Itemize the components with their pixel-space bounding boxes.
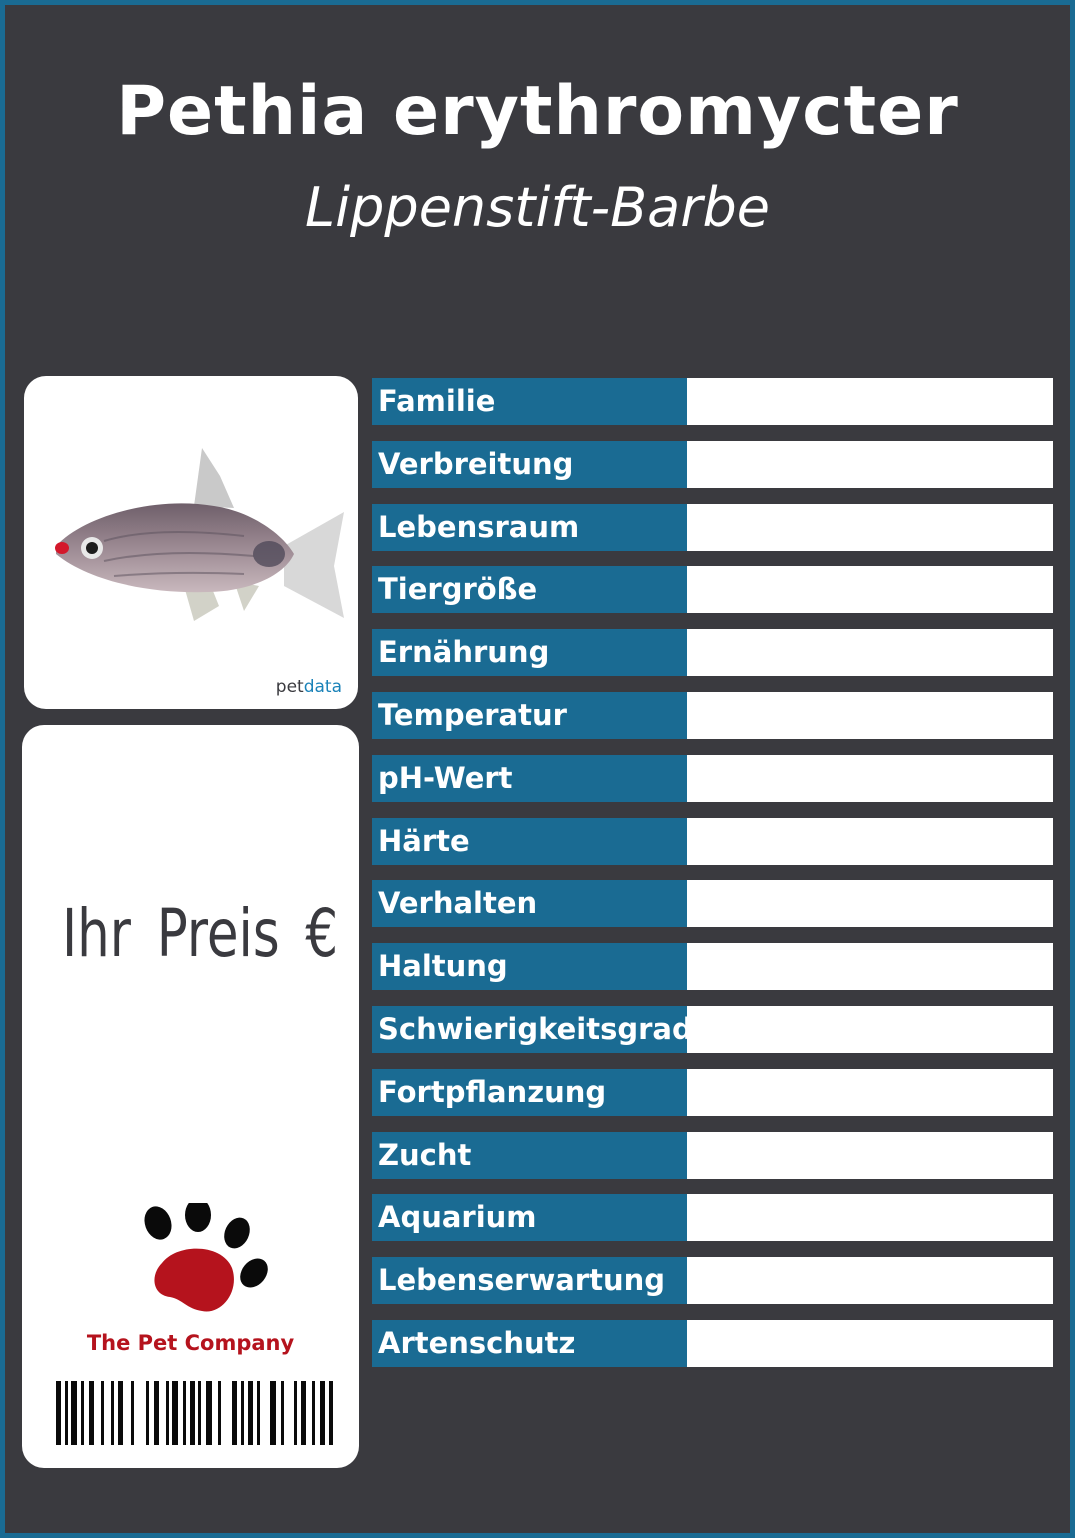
attribute-value <box>687 1069 1053 1116</box>
attribute-value <box>687 818 1053 865</box>
attribute-row <box>372 1194 1053 1241</box>
attribute-row <box>372 1006 1053 1053</box>
attribute-value <box>687 1257 1053 1304</box>
attribute-value <box>687 755 1053 802</box>
scientific-name: Pethia erythromycter <box>116 72 959 151</box>
attribute-value <box>687 692 1053 739</box>
attribute-label: Lebenserwartung <box>372 1257 687 1304</box>
attribute-row <box>372 943 1053 990</box>
attribute-value <box>687 1006 1053 1053</box>
attribute-label: Zucht <box>372 1132 687 1179</box>
attribute-label: Artenschutz <box>372 1320 687 1367</box>
attribute-row <box>372 755 1053 802</box>
price-label: Ihr Preis € <box>62 895 339 972</box>
attribute-label: Fortpflanzung <box>372 1069 687 1116</box>
fish-photo-icon <box>44 436 344 636</box>
attribute-row <box>372 818 1053 865</box>
attribute-label: Härte <box>372 818 687 865</box>
attribute-row <box>372 1132 1053 1179</box>
attribute-row <box>372 566 1053 613</box>
attribute-label: Ernährung <box>372 629 687 676</box>
attributes-table <box>372 378 1053 1383</box>
attribute-value <box>687 1132 1053 1179</box>
attribute-value <box>687 1320 1053 1367</box>
attribute-label: Aquarium <box>372 1194 687 1241</box>
attribute-row <box>372 378 1053 425</box>
attribute-value <box>687 378 1053 425</box>
attribute-row <box>372 504 1053 551</box>
attribute-row <box>372 441 1053 488</box>
attribute-value <box>687 629 1053 676</box>
photo-credit: petdata <box>275 677 342 697</box>
attribute-value <box>687 441 1053 488</box>
company-name: The Pet Company <box>86 1331 295 1355</box>
attribute-value <box>687 504 1053 551</box>
price-panel <box>22 725 359 1468</box>
attribute-label: Familie <box>372 378 687 425</box>
attribute-label: Verbreitung <box>372 441 687 488</box>
barcode-icon <box>56 1381 334 1445</box>
attribute-value <box>687 880 1053 927</box>
common-name: Lippenstift-Barbe <box>305 176 770 239</box>
attribute-label: Schwierigkeitsgrad <box>372 1006 687 1053</box>
attribute-label: Tiergröße <box>372 566 687 613</box>
attribute-label: Haltung <box>372 943 687 990</box>
attribute-row <box>372 1257 1053 1304</box>
attribute-row <box>372 1069 1053 1116</box>
attribute-row <box>372 880 1053 927</box>
attribute-row <box>372 692 1053 739</box>
paw-print-logo-icon <box>132 1203 282 1328</box>
attribute-label: pH-Wert <box>372 755 687 802</box>
attribute-value <box>687 943 1053 990</box>
attribute-label: Temperatur <box>372 692 687 739</box>
attribute-label: Verhalten <box>372 880 687 927</box>
fish-photo-panel <box>24 376 358 709</box>
attribute-value <box>687 1194 1053 1241</box>
attribute-row <box>372 1320 1053 1367</box>
attribute-row <box>372 629 1053 676</box>
attribute-value <box>687 566 1053 613</box>
attribute-label: Lebensraum <box>372 504 687 551</box>
